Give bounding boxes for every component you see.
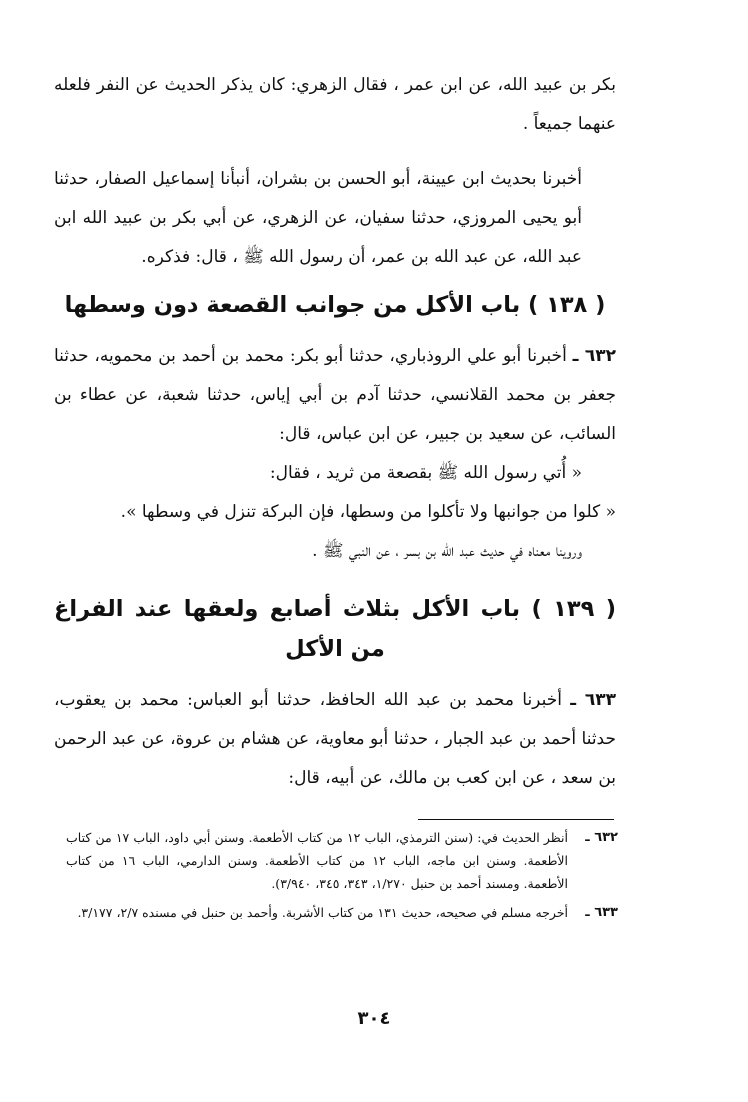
footnote-632	[66, 826, 618, 895]
hadith-632	[54, 337, 616, 454]
footnote-text: أخرجه مسلم في صحيحه، حديث ١٣١ من كتاب الأشربة. وأحمد بن حنبل في مسنده ٢/٧، ٣/١٧٧.	[77, 905, 568, 920]
hadith-633	[54, 681, 616, 798]
chapter-heading-138: ( ١٣٨ ) باب الأكل من جوانب القصعة دون وسطها	[64, 292, 606, 318]
footnote-number: ٦٣٢ ـ	[585, 830, 618, 845]
footnote-633	[66, 901, 618, 924]
hadith-number: ٦٣٣ ـ	[570, 690, 616, 710]
footnote-divider	[418, 819, 614, 820]
paragraph-continuation: بكر بن عبيد الله، عن ابن عمر ، فقال الزهري: كان يذكر الحديث عن النفر فلعله عنهما جميعاً .	[54, 75, 617, 134]
narration-note: وروينا معناه في حديث عبد الله بن بسر ، عن النبي ﷺ .	[312, 541, 582, 561]
footnotes	[66, 826, 618, 930]
hadith-text: أخبرنا أبو علي الروذباري، حدثنا أبو بكر: محمد بن أحمد بن محمويه، حدثنا جعفر بن محمد القلانسي، حدثنا آدم بن أبي إياس، حدثنا شعبة، عن عطاء بن السائب، عن سعيد بن جبير، عن ابن عباس، قال:	[54, 346, 616, 444]
hadith-number: ٦٣٢ ـ	[572, 346, 617, 366]
main-text	[54, 66, 616, 798]
footnote-number: ٦٣٣ ـ	[585, 905, 618, 920]
hadith-quote: « أُتي رسول الله ﷺ بقصعة من ثريد ، فقال:	[269, 463, 582, 483]
hadith-text: أخبرنا محمد بن عبد الله الحافظ، حدثنا أبو العباس: محمد بن يعقوب، حدثنا أحمد بن عبد الجبار ، حدثنا أبو معاوية، عن هشام بن عروة، عن عبد الرحمن بن سعد ، عن ابن كعب بن مالك، عن أبيه، قال:	[54, 690, 616, 788]
chapter-heading-139: ( ١٣٩ ) باب الأكل بثلاث أصابع ولعقها عند الفراغ من الأكل	[54, 596, 616, 662]
paragraph-isnad: أخبرنا بحديث ابن عيينة، أبو الحسن بن بشران، أنبأنا إسماعيل الصفار، حدثنا أبو يحيى المروزي، حدثنا سفيان، عن الزهري، عن أبي بكر بن عبيد الله ابن عبد الله، عن عبد الله بن عمر، أن رسول الله ﷺ ، قال: فذكره.	[54, 169, 582, 267]
page-number: ٣٠٤	[357, 1008, 391, 1029]
hadith-quote-continued: « كلوا من جوانبها ولا تأكلوا من وسطها، فإن البركة تنزل في وسطها ».	[120, 502, 616, 522]
footnote-text: أنظر الحديث في: (سنن الترمذي، الباب ١٢ من كتاب الأطعمة. وسنن أبي داود، الباب ١٧ من كتاب الأطعمة. وسنن ابن ماجه، الباب ١٢ من كتاب الأطعمة. وسنن الدارمي، الباب ١٦ من كتاب الأطعمة. ومسند أحمد بن حنبل ١/٢٧٠، ٣٤٣، ٣٤٥، ٣/٩٤٠).	[66, 830, 568, 891]
